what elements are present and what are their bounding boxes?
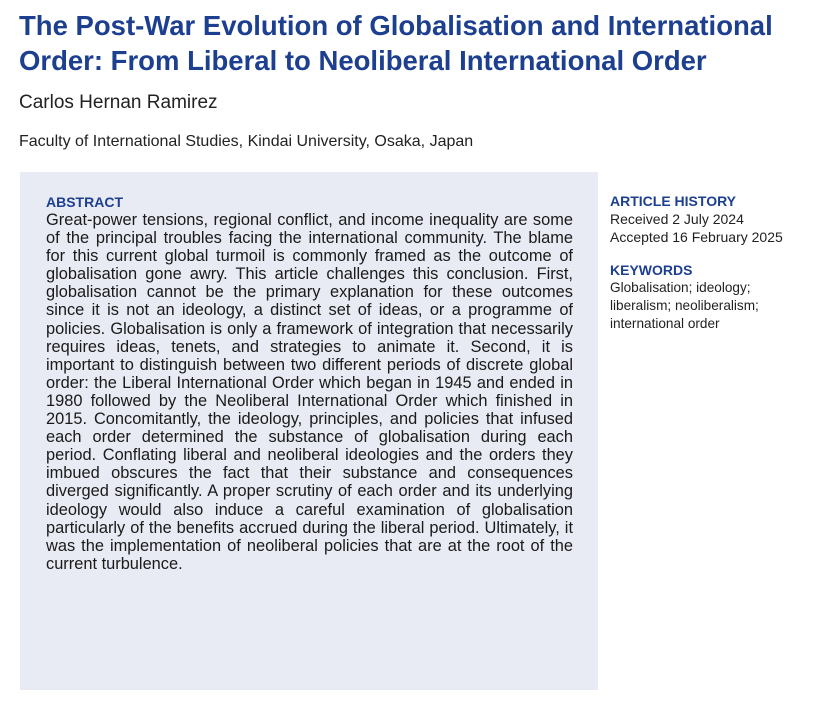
keywords-heading: KEYWORDS	[610, 262, 693, 278]
abstract-box	[20, 172, 598, 690]
article-history-heading: ARTICLE HISTORY	[610, 193, 737, 209]
abstract-heading: ABSTRACT	[46, 194, 123, 210]
author-name: Carlos Hernan Ramirez	[19, 92, 218, 113]
article-sidebar	[610, 193, 810, 333]
article-title: The Post-War Evolution of Globalisation and International Order: From Liberal to Neoliberal International Order	[19, 10, 773, 76]
keywords-list: Globalisation; ideology; liberalism; neoliberalism; international order	[610, 280, 759, 331]
abstract-text: Great-power tensions, regional conflict, and income inequality are some of the principal troubles facing the international community. The blame for this current global turmoil is commonly framed as the outcome of globalisation gone awry. This article challenges this conclusion. First, globalisation cannot be the primary explanation for these outcomes since it is not an ideology, a distinct set of ideas, or a programme of policies. Globalisation is only a framework of integration that necessarily requires ideas, tenets, and strategies to animate it. Second, it is important to distinguish between two different periods of discrete global order: the Liberal International Order which began in 1945 and ended in 1980 followed by the Neoliberal International Order which finished in 2015. Concomitantly, the ideology, principles, and policies that infused each order determined the substance of globalisation during each period. Conflating liberal and neoliberal ideologies and the orders they imbued obscures the fact that their substance and consequences diverged significantly. A proper scrutiny of each order and its underlying ideology would also induce a careful examination of globalisation particularly of the benefits accrued during the liberal period. Ultimately, it was the implementation of neoliberal policies that are at the root of the current turbulence.	[46, 211, 573, 573]
keywords-section	[610, 262, 810, 333]
accepted-date: Accepted 16 February 2025	[610, 229, 783, 245]
author-affiliation: Faculty of International Studies, Kindai University, Osaka, Japan	[19, 133, 474, 150]
received-date: Received 2 July 2024	[610, 211, 744, 227]
article-history	[610, 193, 810, 246]
